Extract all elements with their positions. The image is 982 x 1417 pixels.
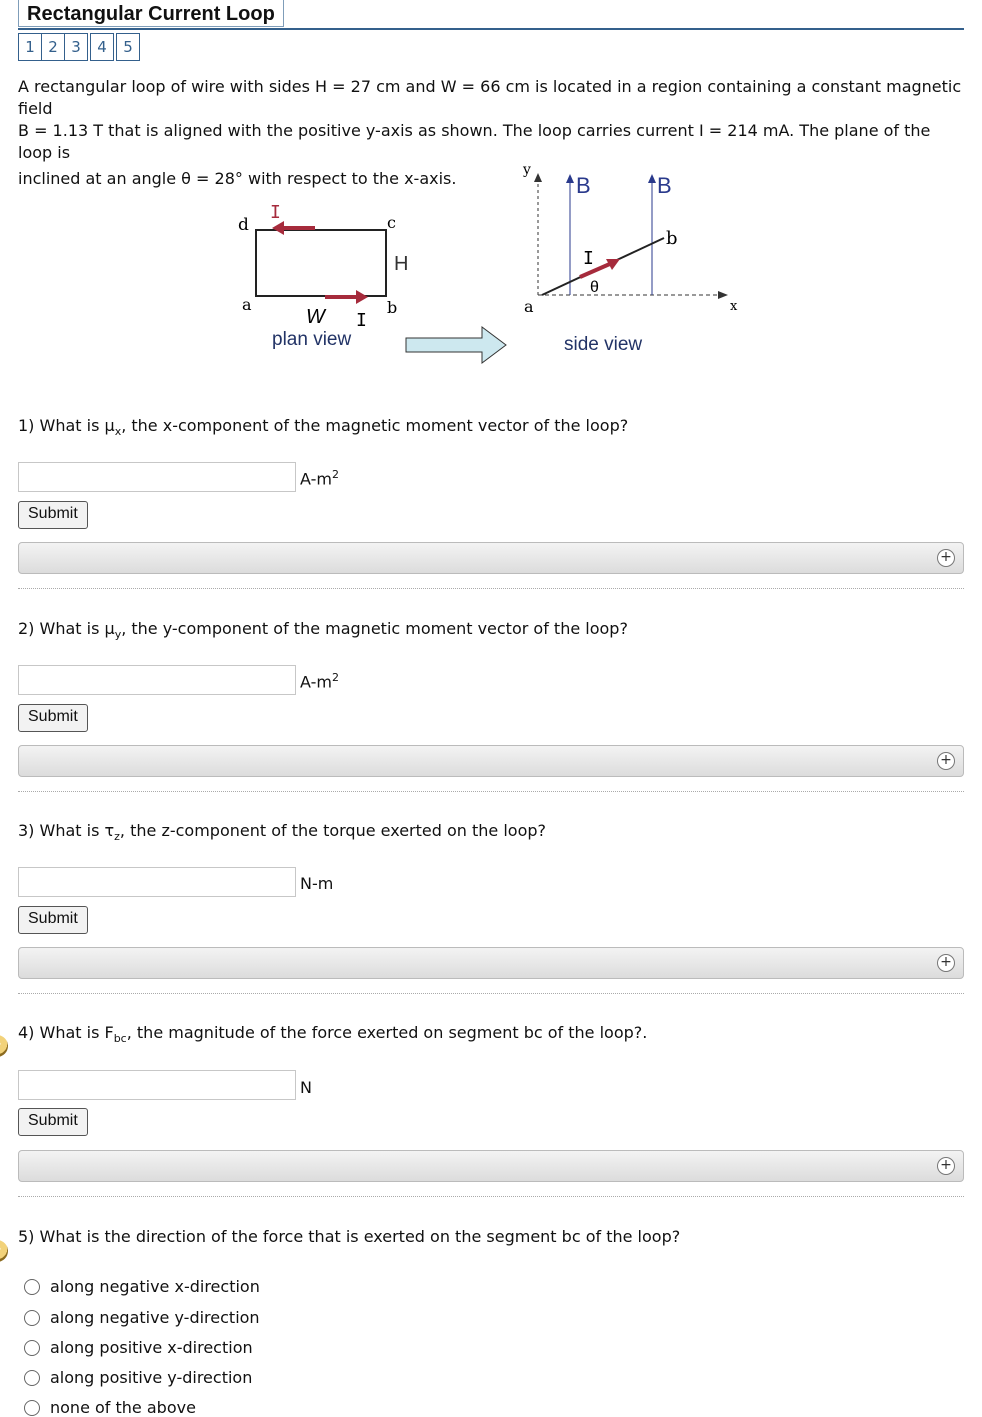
q5-option-1[interactable] [24,1277,260,1296]
question-2 [18,619,628,641]
q1-subscript: x [114,425,122,438]
q3-expand-icon[interactable]: + [937,954,955,972]
q1-prefix: 1) What is μ [18,416,115,435]
divider-1 [18,588,964,589]
q4-subscript: bc [113,1032,127,1045]
q5-radio-1[interactable] [24,1279,40,1295]
question-tabs [18,33,139,61]
question-3 [18,821,546,843]
q2-subscript: y [114,628,122,641]
q1-suffix: , the x-component of the magnetic moment vector of the loop? [121,416,629,435]
q1-unit-sup: 2 [331,468,339,481]
q4-feedback-bar [18,1150,964,1182]
q2-prefix: 2) What is μ [18,619,115,638]
plan-current-bottom-arrowhead [356,290,368,304]
q1-unit [300,468,339,488]
q4-prefix: 4) What is F [18,1023,114,1042]
side-label-theta: θ [590,279,599,296]
q5-radio-4[interactable] [24,1370,40,1386]
side-caption: side view [564,334,643,355]
q1-answer-input[interactable] [18,462,296,492]
side-label-b: b [666,228,678,249]
q3-answer-input[interactable] [18,867,296,897]
q2-feedback-bar [18,745,964,777]
q3-feedback-bar [18,947,964,979]
side-label-a: a [524,297,534,316]
side-label-b-field-2: B [657,173,672,198]
q1-submit-button[interactable]: Submit [18,501,88,529]
side-b-field-arrowhead-2 [648,174,656,183]
intro-line-1: A rectangular loop of wire with sides H = 27 cm and W = 66 cm is located in a region containing a constant magnetic field [18,77,962,118]
hint-icon-4[interactable] [0,1035,8,1057]
q4-submit-button[interactable]: Submit [18,1108,88,1136]
q5-option-3-label: along positive x-direction [50,1338,253,1357]
intro-line-3: inclined at an angle θ = 28° with respect to the x-axis. [18,169,457,188]
q2-expand-icon[interactable]: + [937,752,955,770]
side-label-y: y [523,162,531,178]
q5-option-4[interactable] [24,1368,252,1387]
tab-4[interactable]: 4 [90,33,114,61]
tab-1[interactable]: 1 [18,33,42,61]
side-label-i: I [583,248,594,269]
plan-caption: plan view [272,329,352,350]
q4-suffix: , the magnitude of the force exerted on segment bc of the loop?. [126,1023,648,1042]
q1-unit-text: A-m [300,469,332,489]
q1-feedback-bar [18,542,964,574]
plan-label-w: W [306,306,325,328]
side-label-b-field-1: B [576,173,591,198]
q4-expand-icon[interactable]: + [937,1157,955,1175]
question-5: 5) What is the direction of the force that is exerted on the segment bc of the loop? [18,1227,681,1246]
q3-unit: N-m [300,874,334,893]
side-x-arrowhead [718,291,728,299]
q2-suffix: , the y-component of the magnetic moment vector of the loop? [121,619,628,638]
q5-option-2-label: along negative y-direction [50,1308,260,1327]
q5-option-5-label: none of the above [50,1398,196,1417]
q2-answer-input[interactable] [18,665,296,695]
q5-option-1-label: along negative x-direction [50,1277,260,1296]
q3-prefix: 3) What is τ [18,821,115,840]
plan-label-c: c [387,213,396,232]
intro-line-2: B = 1.13 T that is aligned with the positive y-axis as shown. The loop carries current I = 214 mA. The plane of the loop is [18,121,931,162]
page-title: Rectangular Current Loop [18,0,284,27]
divider-2 [18,791,964,792]
q2-submit-button[interactable]: Submit [18,704,88,732]
q4-answer-input[interactable] [18,1070,296,1100]
tab-3[interactable]: 3 [64,33,88,61]
plan-loop-rect [256,230,386,296]
plan-label-a: a [242,295,252,314]
q5-option-3[interactable] [24,1338,253,1357]
loop-diagram [220,160,760,370]
q1-expand-icon[interactable]: + [937,549,955,567]
side-y-arrowhead [534,173,542,182]
question-1 [18,416,629,438]
q5-option-4-label: along positive y-direction [50,1368,253,1387]
q2-unit-sup: 2 [331,671,339,684]
question-4 [18,1023,648,1045]
side-label-x: x [730,299,738,314]
plan-current-top-arrowhead [272,221,284,235]
plan-label-i-top: I [270,202,281,223]
side-b-field-arrowhead-1 [566,174,574,183]
divider-3 [18,993,964,994]
plan-label-h: H [394,253,409,275]
q2-unit-text: A-m [300,672,332,692]
tab-5[interactable]: 5 [116,33,140,61]
plan-label-b: b [387,298,398,317]
tab-2[interactable]: 2 [41,33,65,61]
q3-submit-button[interactable]: Submit [18,906,88,934]
title-bar [18,0,964,30]
transform-arrow [406,327,506,363]
q5-radio-2[interactable] [24,1310,40,1326]
plan-label-d: d [238,215,249,235]
divider-4 [18,1196,964,1197]
q4-unit: N [300,1078,312,1097]
q3-suffix: , the z-component of the torque exerted on the loop? [119,821,546,840]
hint-icon-5[interactable] [0,1240,8,1262]
q3-subscript: z [114,830,120,843]
plan-label-i-bottom: I [356,310,367,331]
q5-radio-3[interactable] [24,1340,40,1356]
q2-unit [300,671,339,691]
q5-option-2[interactable] [24,1308,260,1327]
